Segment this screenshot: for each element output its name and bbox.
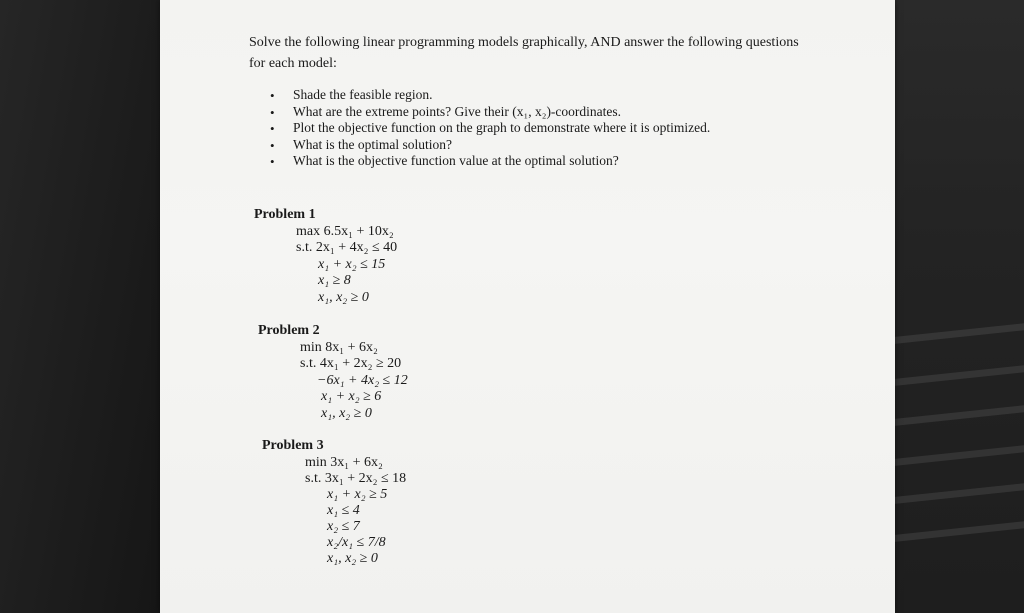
question-item: • Plot the objective function on the graph to demonstrate where it is optimized. <box>270 120 710 137</box>
problem-1-title: Problem 1 <box>254 207 316 222</box>
background-stripe <box>890 365 1024 387</box>
problem-3-constraint: x₁ ≤ 4 <box>327 503 360 518</box>
problem-2-constraint: x₁, x₂ ≥ 0 <box>321 406 372 421</box>
question-list <box>270 87 710 170</box>
background-stripe <box>890 405 1024 427</box>
problem-2-objective: min 8x₁ + 6x₂ <box>300 340 378 355</box>
intro-text: Solve the following linear programming models graphically, AND answer the following questions for each model: <box>249 35 799 71</box>
question-item: • What are the extreme points? Give their (x₁, x₂)-coordinates. <box>270 104 710 121</box>
problem-1-objective: max 6.5x₁ + 10x₂ <box>296 224 394 239</box>
paper-sheet <box>160 0 895 613</box>
problem-3-constraint: x₂/x₁ ≤ 7/8 <box>327 535 386 550</box>
background-stripe <box>890 445 1024 467</box>
problem-2-constraint: s.t. 4x₁ + 2x₂ ≥ 20 <box>300 356 402 371</box>
question-item: • What is the objective function value at the optimal solution? <box>270 153 710 170</box>
problem-1-constraint: x₁, x₂ ≥ 0 <box>318 290 369 305</box>
problem-1-constraint: x₁ ≥ 8 <box>318 273 351 288</box>
problem-2-constraint: −6x₁ + 4x₂ ≤ 12 <box>317 373 408 388</box>
problem-2-constraint: x₁ + x₂ ≥ 6 <box>321 389 382 404</box>
background-stripe <box>890 521 1024 543</box>
problem-2-title: Problem 2 <box>258 323 320 338</box>
background-left <box>0 0 160 613</box>
background-right <box>890 0 1024 613</box>
problem-3-objective: min 3x₁ + 6x₂ <box>305 455 383 470</box>
problem-1-constraint: s.t. 2x₁ + 4x₂ ≤ 40 <box>296 240 398 255</box>
problem-3-constraint: s.t. 3x₁ + 2x₂ ≤ 18 <box>305 471 407 486</box>
problem-3-constraint: x₁, x₂ ≥ 0 <box>327 551 378 566</box>
question-item: • What is the optimal solution? <box>270 137 710 154</box>
problem-3-constraint: x₁ + x₂ ≥ 5 <box>327 487 388 502</box>
background-stripe <box>890 323 1024 345</box>
problem-1-constraint: x₁ + x₂ ≤ 15 <box>318 257 386 272</box>
problem-3-title: Problem 3 <box>262 438 324 453</box>
question-item: • Shade the feasible region. <box>270 87 710 104</box>
background-stripe <box>890 483 1024 505</box>
problem-3-constraint: x₂ ≤ 7 <box>327 519 360 534</box>
